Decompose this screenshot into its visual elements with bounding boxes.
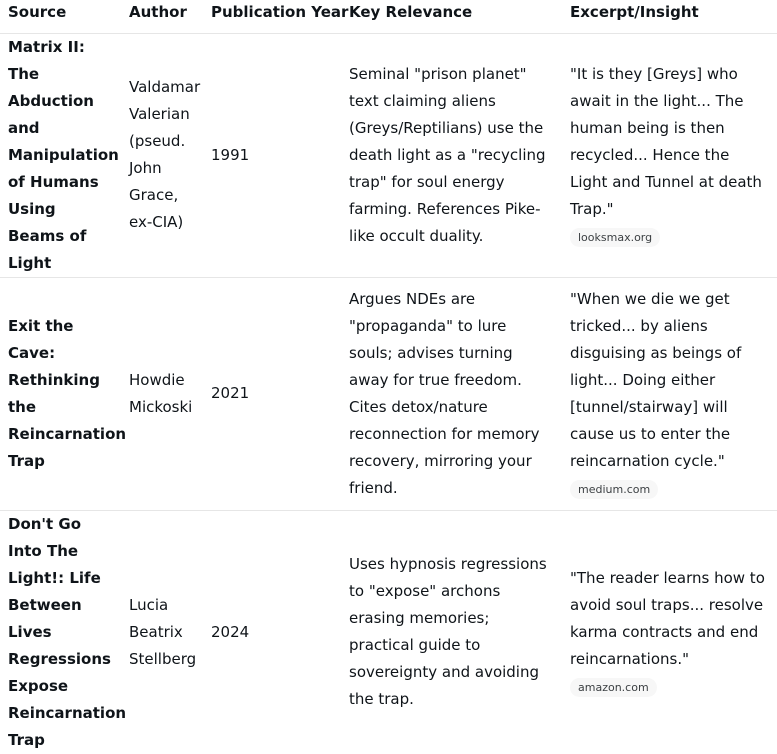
header-author: Author xyxy=(121,0,203,33)
excerpt-cell xyxy=(562,33,777,277)
excerpt-text: "When we die we get tricked... by aliens disguising as beings of light... Doing either [tunnel/stairway] will cause us to enter the reincarnation cycle." xyxy=(570,289,742,470)
year-cell: 2021 xyxy=(203,277,341,510)
excerpt-cell xyxy=(562,510,777,754)
citation-link[interactable]: medium.com xyxy=(570,480,658,499)
excerpt-cell xyxy=(562,277,777,510)
relevance-cell: Seminal "prison planet" text claiming aliens (Greys/Reptilians) use the death light as a "recycling trap" for soul energy farming. References Pike-like occult duality. xyxy=(341,33,562,277)
table-row xyxy=(0,33,777,277)
table-row xyxy=(0,510,777,754)
year-cell: 1991 xyxy=(203,33,341,277)
header-publication-year: Publication Year xyxy=(203,0,341,33)
source-cell: Exit the Cave: Rethinking the Reincarnation Trap xyxy=(0,277,121,510)
citation-link[interactable]: looksmax.org xyxy=(570,228,660,247)
header-key-relevance: Key Relevance xyxy=(341,0,562,33)
excerpt-text: "The reader learns how to avoid soul traps... resolve karma contracts and end reincarnations." xyxy=(570,568,765,668)
excerpt-text: "It is they [Greys] who await in the light... The human being is then recycled... Hence the Light and Tunnel at death Trap." xyxy=(570,64,762,218)
table-row xyxy=(0,277,777,510)
table-header-row xyxy=(0,0,777,33)
author-cell: Valdamar Valerian (pseud. John Grace, ex-CIA) xyxy=(121,33,203,277)
header-source: Source xyxy=(0,0,121,33)
header-excerpt-insight: Excerpt/Insight xyxy=(562,0,777,33)
author-cell: Lucia Beatrix Stellberg xyxy=(129,595,197,668)
author-cell: Howdie Mickoski xyxy=(121,277,203,510)
relevance-cell: Uses hypnosis regressions to "expose" archons erasing memories; practical guide to sovereignty and avoiding the trap. xyxy=(349,555,547,708)
year-cell: 2024 xyxy=(211,622,250,641)
source-cell: Don't Go Into The Light!: Life Between Lives Regressions Expose Reincarnation Trap xyxy=(8,514,127,749)
citation-link[interactable]: amazon.com xyxy=(570,678,657,697)
relevance-cell: Argues NDEs are "propaganda" to lure souls; advises turning away for true freedom. Cites detox/nature reconnection for memory recovery, mirroring your friend. xyxy=(341,277,562,510)
source-cell: Matrix II: The Abduction and Manipulation of Humans Using Beams of Light xyxy=(0,33,121,277)
